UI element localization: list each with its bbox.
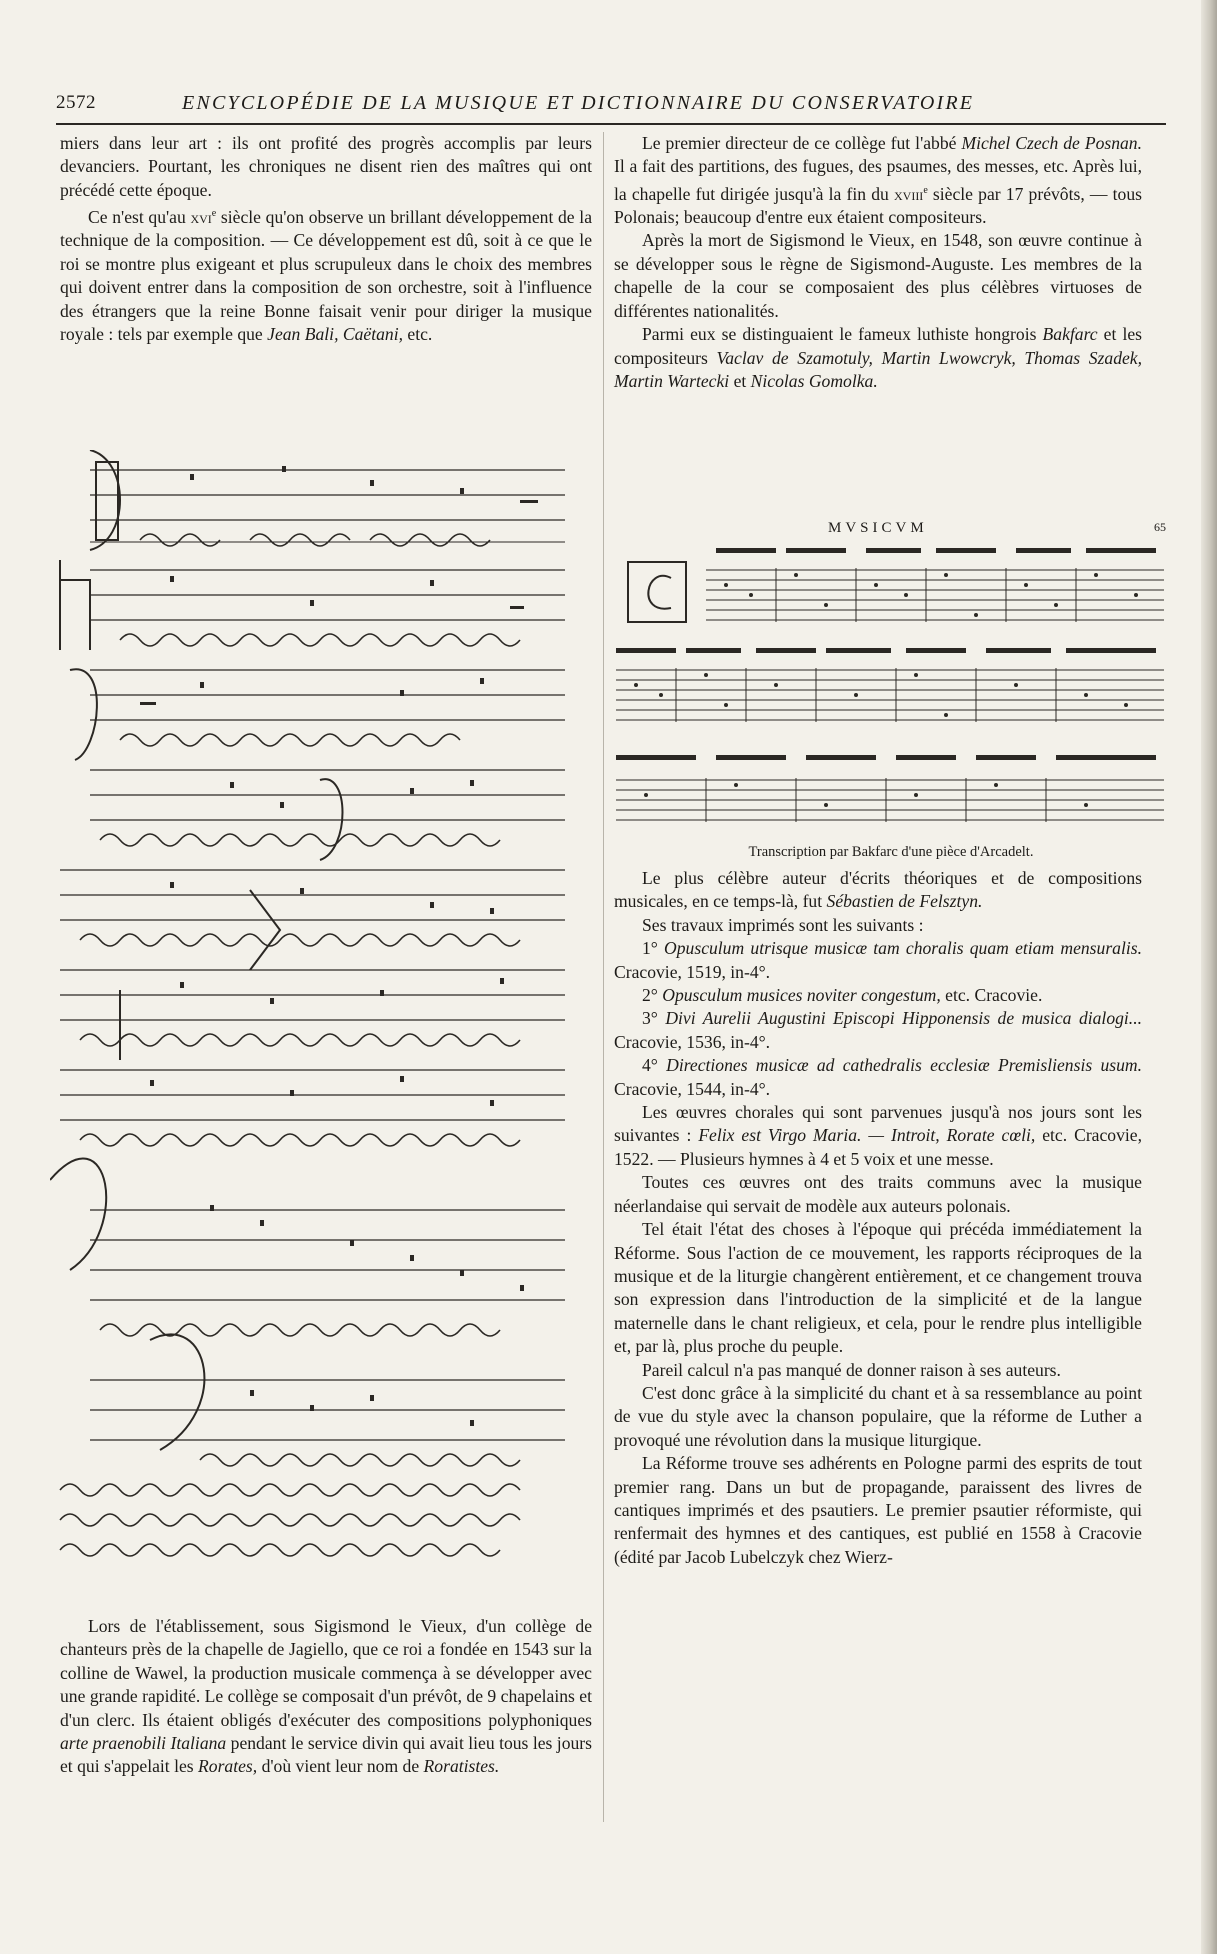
column-divider bbox=[603, 132, 604, 1822]
right-paragraph-7: Toutes ces œuvres ont des traits communs avec la musique néerlandaise qui servait de modèle aux auteurs polonais. bbox=[614, 1172, 1142, 1216]
header-rule bbox=[56, 123, 1166, 125]
right-paragraph-6: Les œuvres chorales qui sont parvenues jusqu'à nos jours sont les suivantes : Felix est Virgo Maria. — Introit, Rorate cœli, etc. Cracovie, 1522. — Plusieurs hymnes à 4 et 5 voix et une messe. bbox=[614, 1102, 1142, 1169]
right-paragraph-1: Le premier directeur de ce collège fut l'abbé Michel Czech de Posnan. Il a fait des partitions, des fugues, des psaumes, des messes, etc. Après lui, la chapelle fut dirigée jusqu'à la fin du xviii$^e$ siècle par 17 prévôts, — tous Polonais; beaucoup d'entre eux étaient compositeurs. bbox=[614, 133, 1142, 228]
staff-lines bbox=[60, 470, 565, 1440]
right-paragraph-5: Ses travaux imprimés sont les suivants : bbox=[642, 914, 924, 935]
ornamental-initial bbox=[628, 562, 686, 622]
tablature-drawing bbox=[616, 540, 1166, 835]
right-paragraph-8: Tel était l'état des choses à l'époque qui précéda immédiatement la Réforme. Sous l'action de ce mouvement, les rapports réciproques de la musique et de la liturgie changèrent entièrement, et ce changement trouva son expression dans l'introduction de la simplicité et de la langue maternelle dans le chant religieux, et cela, pour le rendre plus intelligible et, par là, plus proche du peuple. bbox=[614, 1219, 1142, 1357]
page-number: 2572 bbox=[56, 92, 96, 113]
neume-marks bbox=[140, 466, 538, 1426]
left-paragraph-1: miers dans leur art : ils ont profité des progrès accomplis par leurs devanciers. Pourtant, les chroniques ne disent rien des maîtres qui ont précédé cette époque. bbox=[60, 133, 592, 200]
right-paragraph-4: Le plus célèbre auteur d'écrits théoriques et de compositions musicales, en ce temps-là, fut Sébastien de Felsztyn. bbox=[614, 868, 1142, 912]
work-item-4: 4° Directiones musicæ ad cathedralis ecclesiæ Premisliensis usum. Cracovie, 1544, in-4°. bbox=[614, 1055, 1142, 1099]
figure-corner-number: 65 bbox=[1154, 520, 1166, 534]
running-title: ENCYCLOPÉDIE DE LA MUSIQUE ET DICTIONNAIRE DU CONSERVATOIRE bbox=[182, 92, 975, 114]
manuscript-neume-figure bbox=[50, 450, 580, 1590]
right-column-lower bbox=[614, 867, 1142, 1569]
figure-caption: Transcription par Bakfarc d'une pièce d'Arcadelt. bbox=[748, 844, 1034, 860]
right-paragraph-10: C'est donc grâce à la simplicité du chant et à sa ressemblance au point de vue du style avec la chanson populaire, que la réforme de Luther a provoqué une révolution dans la musique liturgique. bbox=[614, 1382, 1142, 1450]
right-paragraph-11: La Réforme trouve ses adhérents en Pologne parmi des esprits de tout premier rang. Dans un but de propagande, paraissent des livres de cantiques imprimés et des psautiers. Le premier psautier réformiste, qui renfermait des hymnes et des cantiques, est publié en 1558 à Cracovie (édité par Jacob Lubelczyk chez Wierz- bbox=[614, 1453, 1142, 1567]
tablature-lines bbox=[616, 568, 1164, 822]
book-spine-edge bbox=[1201, 0, 1217, 1954]
right-paragraph-9: Pareil calcul n'a pas manqué de donner raison à ses auteurs. bbox=[642, 1359, 1061, 1380]
work-item-2: 2° Opusculum musices noviter congestum, etc. Cracovie. bbox=[642, 985, 1043, 1006]
left-paragraph-2: Ce n'est qu'au xvi$^e$ siècle qu'on observe un brillant développement de la technique de la composition. — Ce développement est dû, soit à ce que le roi se montre plus exigeant et plus scrupuleux dans le choix des membres qui doivent entrer dans la composition de son orchestre, soit à l'influence des étrangers que la reine Bonne faisait venir pour diriger la musique royale : tels par exemple que Jean Bali, Caëtani, etc. bbox=[60, 207, 592, 345]
right-paragraph-2: Après la mort de Sigismond le Vieux, en 1548, son œuvre continue à se développer sous le règne de Sigismond-Auguste. Les membres de la chapelle de la cour se composaient des plus célèbres virtuoses de différentes nationalités. bbox=[614, 230, 1142, 321]
work-item-3: 3° Divi Aurelii Augustini Episcopi Hipponensis de musica dialogi... Cracovie, 1536, in-4°. bbox=[614, 1008, 1142, 1052]
left-column-lower bbox=[60, 1615, 592, 1779]
left-paragraph-3: Lors de l'établissement, sous Sigismond le Vieux, d'un collège de chanteurs près de la chapelle de Jagiello, que ce roi a fondée en 1543 sur la colline de Wawel, la production musicale commença à se développer avec une grande rapidité. Le collège se composait d'un prévôt, de 9 chapelains et d'un clerc. Ils étaient obligés d'exécuter des compositions polyphoniques arte praenobili Italiana pendant le service divin qui avait lieu tous les jours et qui s'appelait les Rorates, d'où vient leur nom de Roratistes. bbox=[60, 1616, 592, 1777]
work-item-1: 1° Opusculum utrisque musicæ tam choralis quam etiam mensuralis. Cracovie, 1519, in-4°. bbox=[614, 938, 1142, 982]
right-column bbox=[614, 132, 1142, 393]
tablature-figure bbox=[616, 520, 1166, 861]
left-column bbox=[60, 132, 592, 347]
right-paragraph-3: Parmi eux se distinguaient le fameux luthiste hongrois Bakfarc et les compositeurs Vaclav de Szamotuly, Martin Lwowcryk, Thomas Szadek, Martin Wartecki et Nicolas Gomolka. bbox=[614, 324, 1143, 391]
page-header bbox=[56, 92, 1166, 122]
handwritten-text-lines bbox=[60, 534, 565, 1556]
figure-heading: MVSICVM bbox=[828, 520, 928, 536]
